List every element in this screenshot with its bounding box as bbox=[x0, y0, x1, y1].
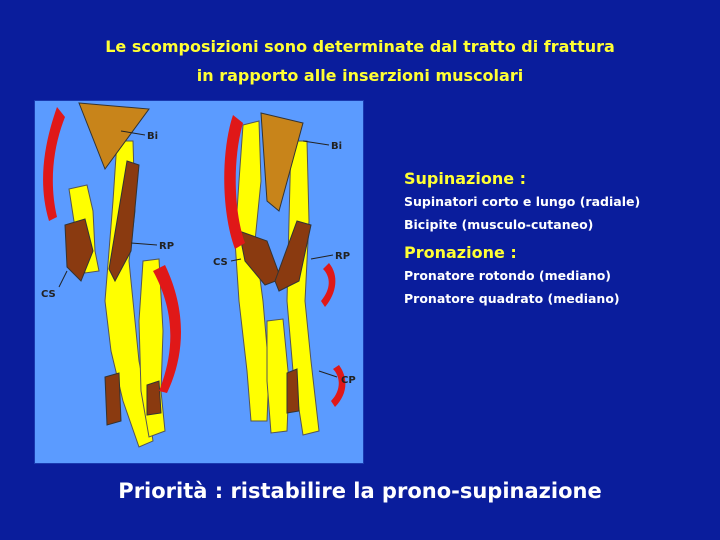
slide-title bbox=[0, 32, 720, 90]
right-pronator-quadratus-muscle bbox=[287, 369, 299, 413]
pronation-item: Pronatore quadrato (mediano) bbox=[404, 291, 620, 306]
pronation-heading: Pronazione : bbox=[404, 243, 517, 262]
right-pronation-arrow-small bbox=[321, 263, 335, 307]
left-pronator-quadratus-muscle bbox=[105, 373, 121, 425]
label-bi-right: Bi bbox=[331, 141, 343, 152]
supination-heading: Supinazione : bbox=[404, 169, 527, 188]
left-forearm bbox=[41, 103, 181, 447]
label-cp-right: CP bbox=[341, 375, 356, 386]
supination-item: Bicipite (musculo-cutaneo) bbox=[404, 217, 594, 232]
pronation-item: Pronatore rotondo (mediano) bbox=[404, 268, 611, 283]
muscle-innervation-list bbox=[404, 168, 704, 310]
supination-item: Supinatori corto e lungo (radiale) bbox=[404, 194, 641, 209]
slide-title-line-1: Le scomposizioni sono determinate dal tratto di frattura bbox=[105, 37, 615, 56]
label-bi-left: Bi bbox=[147, 131, 159, 142]
label-cs-left: CS bbox=[41, 289, 56, 300]
left-biceps-muscle bbox=[79, 103, 149, 169]
right-radius-lower-fragment bbox=[267, 319, 289, 433]
left-pronator-quadratus-muscle-2 bbox=[147, 381, 161, 415]
forearm-diagram-svg bbox=[35, 101, 363, 463]
left-supination-arrow bbox=[43, 107, 65, 221]
right-cp-arrow bbox=[331, 365, 345, 407]
label-rp-right: RP bbox=[335, 251, 351, 262]
forearm-fracture-illustration bbox=[34, 100, 364, 464]
right-forearm bbox=[213, 113, 356, 435]
slide-footer-statement: Priorità : ristabilire la prono-supinazione bbox=[118, 479, 602, 503]
label-cs-right: CS bbox=[213, 257, 228, 268]
label-rp-left: RP bbox=[159, 241, 175, 252]
slide-title-line-2: in rapporto alle inserzioni muscolari bbox=[196, 66, 524, 85]
